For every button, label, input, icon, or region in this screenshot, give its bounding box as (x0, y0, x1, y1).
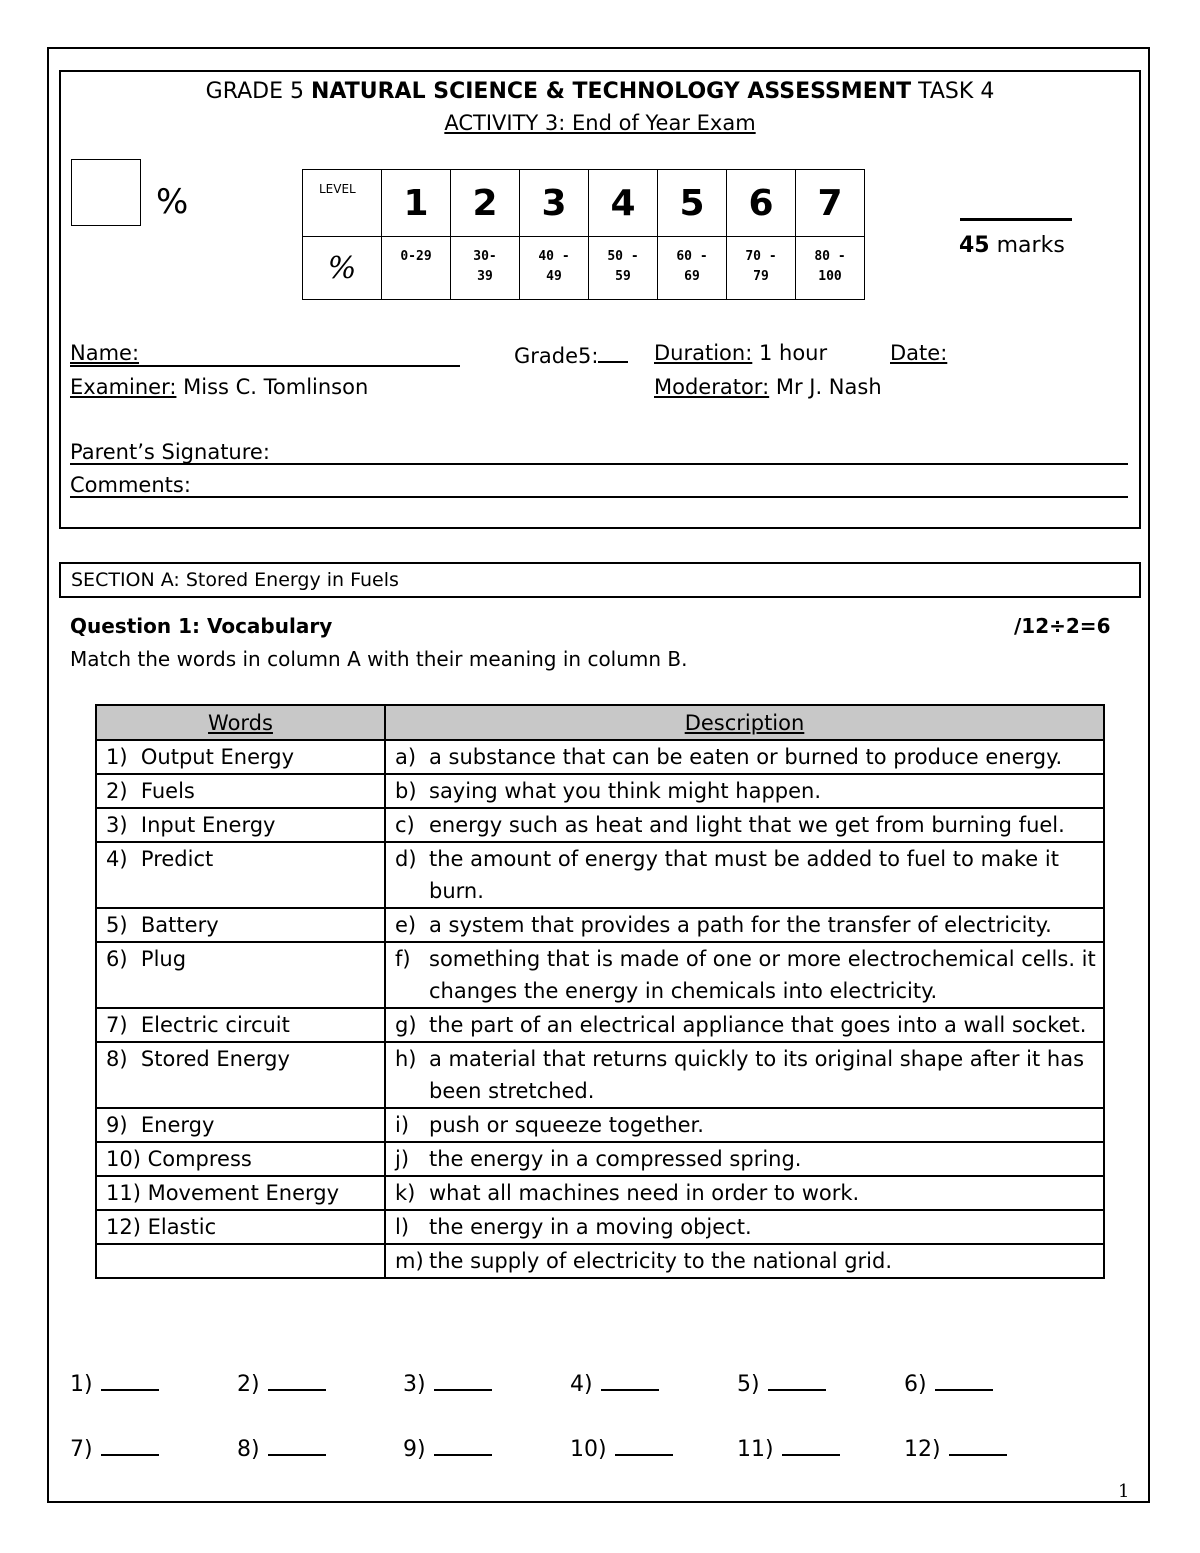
answer-label: 6) (904, 1372, 927, 1397)
activity-title: ACTIVITY 3: End of Year Exam (444, 111, 756, 135)
answer-field[interactable] (237, 1369, 326, 1397)
description-cell (385, 942, 1104, 1008)
question-marks: /12÷2=6 (1014, 614, 1111, 638)
percent-label: % (303, 237, 382, 300)
description-letter: a) (395, 745, 417, 769)
table-row (96, 942, 1104, 1008)
description-text: the supply of electricity to the national grid. (429, 1249, 893, 1273)
description-letter: l) (395, 1215, 410, 1239)
total-marks: 45 marks (959, 233, 1065, 258)
percent-sign: % (156, 182, 189, 222)
answer-field[interactable] (70, 1434, 159, 1462)
description-cell (385, 1244, 1104, 1278)
comments-label: Comments: (70, 473, 191, 497)
table-row (96, 1108, 1104, 1142)
percentage-box[interactable] (71, 159, 141, 226)
word-cell: 10) Compress (96, 1142, 385, 1176)
word-cell: 6) Plug (96, 942, 385, 1008)
table-row (96, 1008, 1104, 1042)
description-text: energy such as heat and light that we get from burning fuel. (429, 813, 1065, 837)
word-cell: 1) Output Energy (96, 740, 385, 774)
answer-blank[interactable] (935, 1369, 993, 1391)
question-instruction: Match the words in column A with their meaning in column B. (70, 647, 688, 671)
level-number: 2 (451, 170, 520, 237)
description-cell (385, 1176, 1104, 1210)
answer-blank[interactable] (434, 1369, 492, 1391)
answer-label: 5) (737, 1372, 760, 1397)
description-cell (385, 1042, 1104, 1108)
examiner: Examiner: Miss C. Tomlinson (70, 375, 369, 399)
answer-label: 12) (904, 1437, 941, 1462)
answer-blank[interactable] (768, 1369, 826, 1391)
description-cell (385, 908, 1104, 942)
duration: Duration: 1 hour (654, 341, 828, 365)
level-range: 50 - 59 (589, 237, 658, 300)
date-label: Date: (890, 341, 948, 365)
word-cell: 8) Stored Energy (96, 1042, 385, 1108)
level-number: 5 (658, 170, 727, 237)
table-row (96, 1210, 1104, 1244)
level-range: 70 - 79 (727, 237, 796, 300)
answer-label: 11) (737, 1437, 774, 1462)
answer-blank[interactable] (782, 1434, 840, 1456)
answer-field[interactable] (737, 1369, 826, 1397)
level-number: 6 (727, 170, 796, 237)
level-range: 30- 39 (451, 237, 520, 300)
level-number: 3 (520, 170, 589, 237)
page-number: 1 (1118, 1481, 1130, 1502)
word-cell (96, 1244, 385, 1278)
description-cell (385, 1210, 1104, 1244)
description-text: something that is made of one or more electrochemical cells. it changes the energy in chemicals into electricity. (429, 947, 1096, 1003)
description-text: push or squeeze together. (429, 1113, 704, 1137)
description-letter: c) (395, 813, 415, 837)
table-row (96, 908, 1104, 942)
answer-blank[interactable] (268, 1434, 326, 1456)
vocabulary-table (95, 704, 1105, 1279)
answer-label: 10) (570, 1437, 607, 1462)
word-cell: 5) Battery (96, 908, 385, 942)
answer-label: 2) (237, 1372, 260, 1397)
description-text: a material that returns quickly to its original shape after it has been stretched. (429, 1047, 1085, 1103)
description-cell (385, 774, 1104, 808)
answer-label: 9) (403, 1437, 426, 1462)
word-cell: 11) Movement Energy (96, 1176, 385, 1210)
question-title: Question 1: Vocabulary (70, 614, 333, 638)
word-cell: 4) Predict (96, 842, 385, 908)
word-cell: 2) Fuels (96, 774, 385, 808)
description-letter: k) (395, 1181, 416, 1205)
level-number: 1 (382, 170, 451, 237)
table-row (96, 1142, 1104, 1176)
level-range: 0-29 (382, 237, 451, 300)
word-cell: 7) Electric circuit (96, 1008, 385, 1042)
comments-field[interactable] (70, 496, 1128, 498)
answer-blank[interactable] (601, 1369, 659, 1391)
answer-label: 7) (70, 1437, 93, 1462)
answer-blank[interactable] (434, 1434, 492, 1456)
grade-field[interactable]: Grade5: (514, 341, 628, 368)
answer-blank[interactable] (101, 1434, 159, 1456)
parent-signature-field[interactable] (70, 463, 1128, 465)
description-cell (385, 842, 1104, 908)
description-text: the amount of energy that must be added to fuel to make it burn. (429, 847, 1059, 903)
word-cell: 12) Elastic (96, 1210, 385, 1244)
table-row (96, 808, 1104, 842)
answer-field[interactable] (737, 1434, 840, 1462)
answer-field[interactable] (570, 1369, 659, 1397)
description-letter: f) (395, 947, 411, 971)
answer-field[interactable] (403, 1369, 492, 1397)
description-letter: d) (395, 847, 417, 871)
description-header: Description (385, 705, 1104, 740)
words-header: Words (96, 705, 385, 740)
answer-blank[interactable] (268, 1369, 326, 1391)
level-range: 40 - 49 (520, 237, 589, 300)
description-text: the energy in a compressed spring. (429, 1147, 802, 1171)
level-label: LEVEL (303, 170, 382, 237)
answer-field[interactable] (237, 1434, 326, 1462)
answer-field[interactable] (570, 1434, 673, 1462)
description-text: the part of an electrical appliance that goes into a wall socket. (429, 1013, 1087, 1037)
level-range: 60 - 69 (658, 237, 727, 300)
answer-label: 8) (237, 1437, 260, 1462)
section-title: SECTION A: Stored Energy in Fuels (59, 562, 1141, 598)
word-cell: 3) Input Energy (96, 808, 385, 842)
description-letter: i) (395, 1113, 410, 1137)
answer-label: 3) (403, 1372, 426, 1397)
word-cell: 9) Energy (96, 1108, 385, 1142)
description-text: a system that provides a path for the transfer of electricity. (429, 913, 1052, 937)
answer-blank[interactable] (949, 1434, 1007, 1456)
score-blank[interactable] (960, 218, 1072, 221)
description-text: what all machines need in order to work. (429, 1181, 860, 1205)
level-number: 7 (796, 170, 865, 237)
answer-field[interactable] (904, 1369, 993, 1397)
answer-blank[interactable] (101, 1369, 159, 1391)
level-number: 4 (589, 170, 658, 237)
answer-label: 4) (570, 1372, 593, 1397)
table-row (96, 740, 1104, 774)
description-letter: h) (395, 1047, 417, 1071)
table-row (96, 1176, 1104, 1210)
description-letter: b) (395, 779, 417, 803)
level-range: 80 - 100 (796, 237, 865, 300)
parent-signature-label: Parent’s Signature: (70, 440, 270, 464)
name-field[interactable] (70, 365, 460, 367)
answer-field[interactable] (70, 1369, 159, 1397)
moderator: Moderator: Mr J. Nash (654, 375, 882, 399)
description-cell (385, 808, 1104, 842)
description-text: the energy in a moving object. (429, 1215, 752, 1239)
answer-label: 1) (70, 1372, 93, 1397)
description-letter: g) (395, 1013, 417, 1037)
table-row (96, 842, 1104, 908)
table-row (96, 1042, 1104, 1108)
description-cell (385, 1142, 1104, 1176)
description-letter: m) (395, 1249, 424, 1273)
name-label: Name: (70, 341, 140, 365)
levels-table (302, 169, 865, 300)
description-text: a substance that can be eaten or burned to produce energy. (429, 745, 1063, 769)
description-text: saying what you think might happen. (429, 779, 822, 803)
description-cell (385, 1008, 1104, 1042)
answer-field[interactable] (904, 1434, 1007, 1462)
answer-field[interactable] (403, 1434, 492, 1462)
answer-blank[interactable] (615, 1434, 673, 1456)
description-letter: j) (395, 1147, 410, 1171)
description-cell (385, 1108, 1104, 1142)
description-cell (385, 740, 1104, 774)
table-row (96, 774, 1104, 808)
page-title: GRADE 5 NATURAL SCIENCE & TECHNOLOGY ASSESSMENT TASK 4 (205, 79, 995, 104)
table-row (96, 1244, 1104, 1278)
description-letter: e) (395, 913, 417, 937)
